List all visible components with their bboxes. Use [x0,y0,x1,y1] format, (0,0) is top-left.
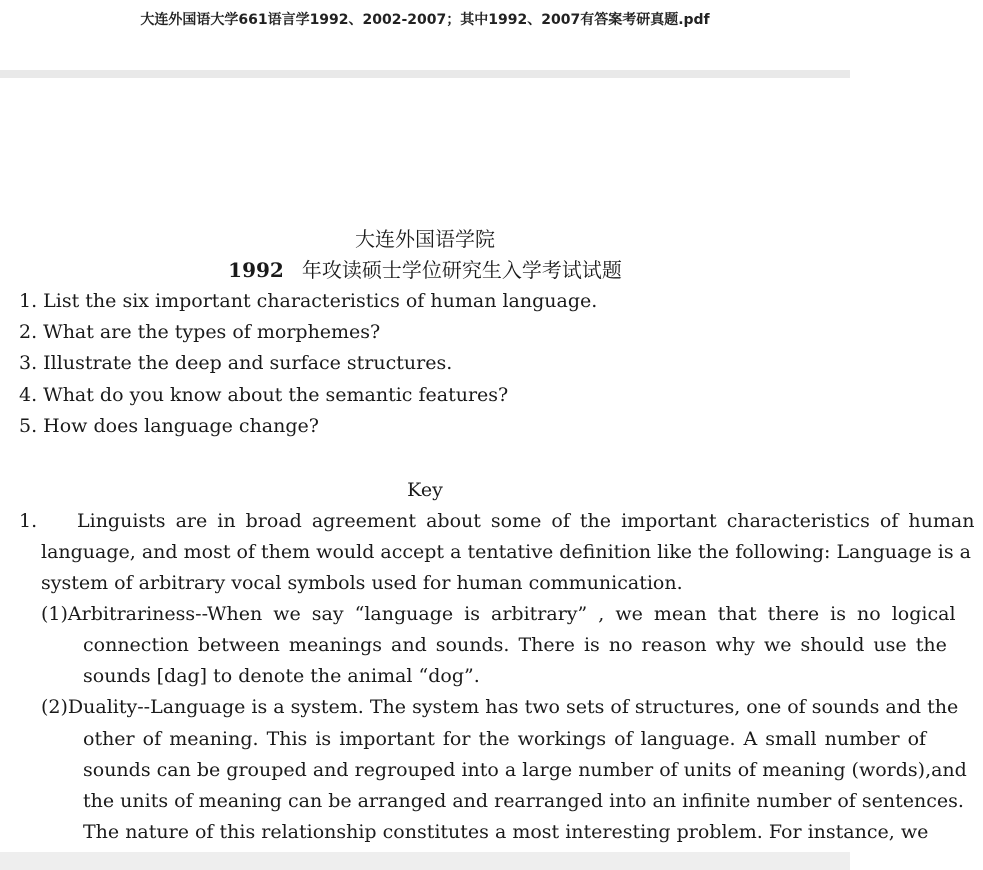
page-separator-bottom [0,852,850,870]
duality-line: the units of meaning can be arranged and rearranged into an infinite number of sentences. [83,790,964,812]
answer-line: language, and most of them would accept a tentative definition like the following: Language is a [41,541,971,563]
page-separator [0,70,850,78]
exam-title-text: 年攻读硕士学位研究生入学考试试题 [301,258,622,282]
school-name: 大连外国语学院 [355,227,495,251]
key-heading: Key [407,479,443,501]
arbitrariness-line: sounds [dag] to denote the animal “dog”. [83,665,480,687]
answer-number: 1. [19,510,38,532]
answer-line: Linguists are in broad agreement about some of the important characteristics of human [77,510,975,532]
duality-line: sounds can be grouped and regrouped into a large number of units of meaning (words),and [83,759,967,781]
question-4: 4. What do you know about the semantic features? [19,384,509,406]
duality-line: other of meaning. This is important for the workings of language. A small number of [83,728,927,750]
pdf-header-bar [0,0,850,70]
question-1: 1. List the six important characteristics of human language. [19,290,598,312]
duality-line: (2)Duality--Language is a system. The system has two sets of structures, one of sounds and the [41,696,959,718]
exam-year: 1992 [228,258,284,282]
file-title: 大连外国语大学661语言学1992、2002-2007；其中1992、2007有答案考研真题.pdf [140,12,710,28]
pdf-page [0,78,975,852]
arbitrariness-line: connection between meanings and sounds. There is no reason why we should use the [83,634,947,656]
question-2: 2. What are the types of morphemes? [19,321,381,343]
exam-title [0,259,850,281]
question-5: 5. How does language change? [19,415,319,437]
arbitrariness-line: (1)Arbitrariness--When we say “language is arbitrary” , we mean that there is no logical [41,603,956,625]
answer-line: system of arbitrary vocal symbols used for human communication. [41,572,683,594]
duality-line: The nature of this relationship constitutes a most interesting problem. For instance, we [83,821,929,843]
question-3: 3. Illustrate the deep and surface structures. [19,352,453,374]
